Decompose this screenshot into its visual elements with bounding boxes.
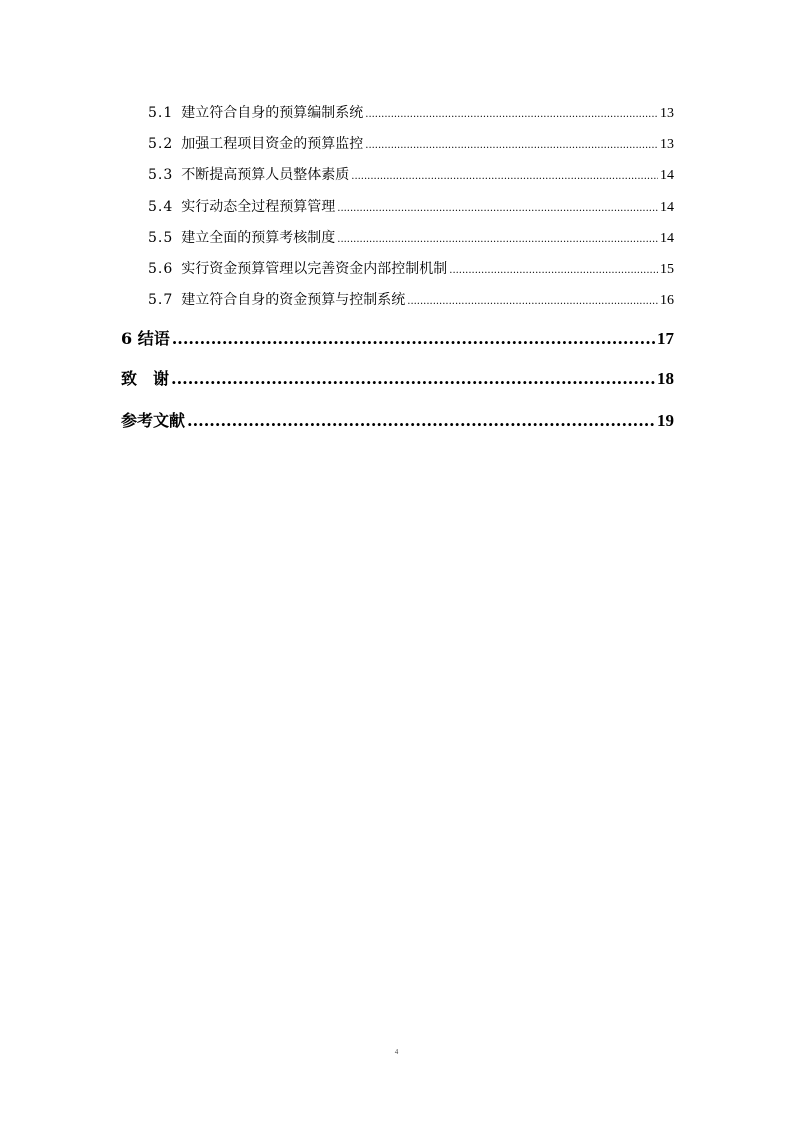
page-number: 4: [394, 1048, 399, 1056]
toc-entry-5-3[interactable]: [148, 164, 674, 184]
dot-leader: [337, 203, 658, 214]
toc-entry-acknowledgements[interactable]: [121, 366, 674, 389]
dot-leader: [365, 140, 658, 151]
toc-entry-page: 15: [660, 262, 674, 277]
toc-entry-page: 14: [660, 231, 674, 246]
toc-entry-number: 5.7: [148, 292, 174, 308]
toc-entry-5-4[interactable]: [148, 196, 674, 216]
toc-entry-page: 18: [657, 369, 674, 388]
toc-entry-number: 5.6: [148, 261, 174, 277]
toc-entry-5-2[interactable]: [148, 133, 674, 153]
toc-entry-number: 5.1: [148, 105, 174, 121]
dot-leader: [407, 296, 658, 307]
toc-entry-5-7[interactable]: [148, 289, 674, 309]
toc-entry-title: 参考文献: [121, 411, 186, 430]
toc-entry-5-5[interactable]: [148, 227, 674, 247]
toc-entry-title: 6 结语: [121, 329, 170, 348]
toc-entry-5-1[interactable]: [148, 102, 674, 122]
toc-entry-number: 5.4: [148, 199, 174, 215]
toc-entry-5-6[interactable]: [148, 258, 674, 278]
toc-entry-page: 16: [660, 293, 674, 308]
dot-leader: [351, 171, 658, 182]
toc-entry-number: 5.2: [148, 136, 174, 152]
toc-entry-page: 19: [657, 411, 674, 430]
toc-entry-references[interactable]: [121, 408, 674, 431]
dot-leader: [171, 369, 655, 388]
toc-entry-page: 13: [660, 106, 674, 121]
dot-leader: [449, 265, 658, 276]
toc-entry-title: 加强工程项目资金的预算监控: [181, 136, 364, 152]
toc-entry-title: 不断提高预算人员整体素质: [181, 167, 350, 183]
dot-leader: [365, 109, 658, 120]
toc-entry-page: 14: [660, 168, 674, 183]
toc-entry-title: 建立符合自身的资金预算与控制系统: [181, 292, 406, 308]
toc-entry-title: 致 谢: [121, 369, 170, 388]
toc-entry-title: 实行资金预算管理以完善资金内部控制机制: [181, 261, 448, 277]
toc-entry-page: 17: [657, 329, 674, 348]
dot-leader: [187, 411, 655, 430]
toc-entry-title: 建立符合自身的预算编制系统: [181, 105, 364, 121]
toc-entry-title: 实行动态全过程预算管理: [181, 199, 336, 215]
toc-entry-page: 13: [660, 137, 674, 152]
toc-entry-conclusion[interactable]: [121, 326, 674, 349]
toc-entry-page: 14: [660, 200, 674, 215]
dot-leader: [172, 329, 655, 348]
toc-entry-number: 5.5: [148, 230, 174, 246]
dot-leader: [337, 234, 658, 245]
toc-entry-number: 5.3: [148, 167, 174, 183]
toc-entry-title: 建立全面的预算考核制度: [181, 230, 336, 246]
